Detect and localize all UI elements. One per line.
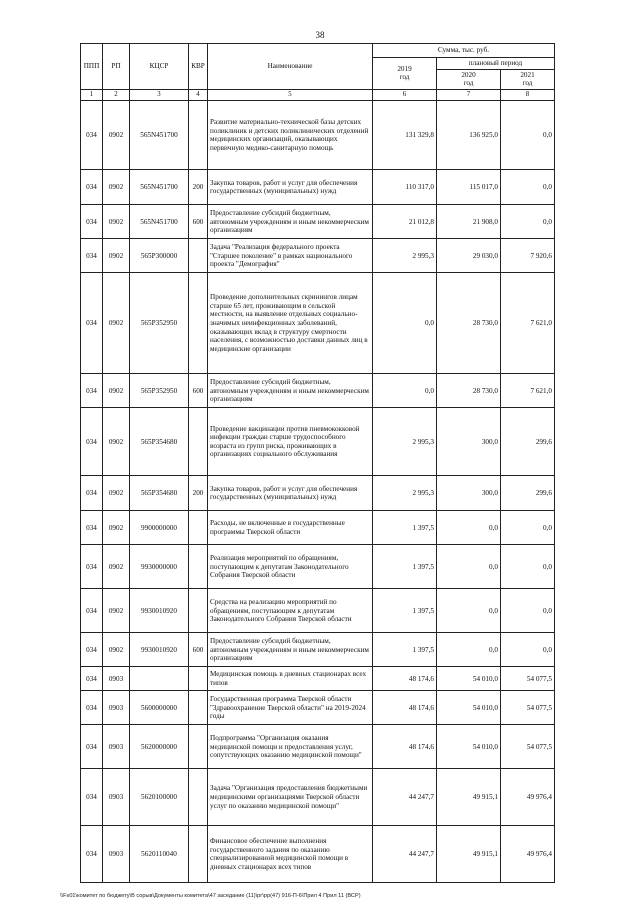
column-number: 6: [373, 89, 437, 101]
header-kcsr: КЦСР: [130, 44, 189, 90]
cell-kvr: 600: [189, 374, 208, 408]
column-number: 1: [81, 89, 103, 101]
cell-rp: 0903: [103, 691, 130, 725]
cell-2019: 131 329,8: [373, 101, 437, 170]
cell-kvr: 600: [189, 205, 208, 239]
cell-2019: 2 995,3: [373, 239, 437, 273]
cell-kvr: [189, 511, 208, 545]
cell-kcsr: 565N451700: [130, 170, 189, 205]
cell-2020: 0,0: [437, 633, 501, 667]
cell-ppp: 034: [81, 408, 103, 476]
column-numbers-row: [81, 89, 555, 101]
column-number: 3: [130, 89, 189, 101]
table-row: [81, 476, 555, 511]
cell-2019: 48 174,6: [373, 691, 437, 725]
column-number: 7: [437, 89, 501, 101]
header-year-2021: 2021 год: [501, 69, 555, 89]
budget-table: [80, 43, 555, 883]
table-row: [81, 273, 555, 374]
cell-2019: 0,0: [373, 273, 437, 374]
table-row: [81, 589, 555, 633]
table-row: [81, 374, 555, 408]
table-row: [81, 205, 555, 239]
cell-rp: 0902: [103, 239, 130, 273]
header-kvr: КВР: [189, 44, 208, 90]
cell-name: Предоставление субсидий бюджетным, автономным учреждениям и иным некоммерческим организациям: [208, 205, 373, 239]
cell-2020: 115 017,0: [437, 170, 501, 205]
cell-2019: 0,0: [373, 374, 437, 408]
cell-kcsr: 565P354680: [130, 476, 189, 511]
cell-2020: 21 908,0: [437, 205, 501, 239]
cell-rp: 0902: [103, 476, 130, 511]
header-ppp: ППП: [81, 44, 103, 90]
cell-2021: 54 077,5: [501, 667, 555, 691]
table-row: [81, 769, 555, 826]
column-number: 2: [103, 89, 130, 101]
cell-2021: 0,0: [501, 589, 555, 633]
cell-name: Финансовое обеспечение выполнения государственного задания по оказанию специализированной медицинской помощи в дневных стационарах всех типов: [208, 826, 373, 883]
cell-2019: 1 397,5: [373, 633, 437, 667]
cell-2021: 7 621,0: [501, 374, 555, 408]
cell-2020: 49 915,1: [437, 769, 501, 826]
cell-kvr: 600: [189, 633, 208, 667]
cell-2020: 136 925,0: [437, 101, 501, 170]
cell-2021: 299,6: [501, 408, 555, 476]
cell-2019: 1 397,5: [373, 589, 437, 633]
cell-ppp: 034: [81, 769, 103, 826]
header-name: Наименование: [208, 44, 373, 90]
cell-kcsr: 565P352950: [130, 273, 189, 374]
cell-2021: 49 976,4: [501, 769, 555, 826]
header-planned-period: плановый период: [437, 58, 555, 70]
cell-name: Подпрограмма "Организация оказания медицинской помощи и предоставления услуг, сопутствующих оказанию медицинской помощи": [208, 725, 373, 769]
cell-2019: 44 247,7: [373, 826, 437, 883]
cell-ppp: 034: [81, 589, 103, 633]
cell-name: Проведение вакцинации против пневмококковой инфекции граждан старше трудоспособного возраста из групп риска, проживающих в организациях социального обслуживания: [208, 408, 373, 476]
cell-kcsr: 5620000000: [130, 725, 189, 769]
cell-ppp: 034: [81, 511, 103, 545]
cell-2020: 0,0: [437, 545, 501, 589]
cell-2021: 0,0: [501, 205, 555, 239]
cell-rp: 0902: [103, 101, 130, 170]
header-rp: РП: [103, 44, 130, 90]
table-row: [81, 667, 555, 691]
cell-2019: 110 317,0: [373, 170, 437, 205]
cell-kcsr: 5620110040: [130, 826, 189, 883]
cell-2021: 0,0: [501, 101, 555, 170]
table-row: [81, 826, 555, 883]
cell-kcsr: 565P354680: [130, 408, 189, 476]
cell-2019: 1 397,5: [373, 511, 437, 545]
table-row: [81, 511, 555, 545]
cell-rp: 0902: [103, 205, 130, 239]
cell-ppp: 034: [81, 239, 103, 273]
cell-kvr: 200: [189, 476, 208, 511]
cell-2020: 54 010,0: [437, 667, 501, 691]
cell-2021: 299,6: [501, 476, 555, 511]
cell-kvr: [189, 691, 208, 725]
cell-2021: 0,0: [501, 511, 555, 545]
cell-kvr: [189, 589, 208, 633]
table-row: [81, 408, 555, 476]
cell-kvr: [189, 826, 208, 883]
page-number: 38: [315, 30, 325, 40]
table-row: [81, 725, 555, 769]
cell-2021: 0,0: [501, 545, 555, 589]
cell-2019: 48 174,6: [373, 667, 437, 691]
table-header: [81, 44, 555, 101]
cell-ppp: 034: [81, 101, 103, 170]
cell-kcsr: 9900000000: [130, 511, 189, 545]
cell-name: Государственная программа Тверской области "Здравоохранение Тверской области" на 2019-2024 годы: [208, 691, 373, 725]
cell-ppp: 034: [81, 545, 103, 589]
cell-kvr: [189, 273, 208, 374]
cell-2020: 49 915,1: [437, 826, 501, 883]
cell-kcsr: 565N451700: [130, 101, 189, 170]
cell-kvr: [189, 101, 208, 170]
cell-rp: 0903: [103, 667, 130, 691]
cell-2020: 54 010,0: [437, 691, 501, 725]
cell-rp: 0902: [103, 589, 130, 633]
cell-ppp: 034: [81, 667, 103, 691]
cell-2021: 7 920,6: [501, 239, 555, 273]
cell-kcsr: 565P352950: [130, 374, 189, 408]
cell-ppp: 034: [81, 170, 103, 205]
cell-rp: 0903: [103, 769, 130, 826]
cell-name: Закупка товаров, работ и услуг для обеспечения государственных (муниципальных) нужд: [208, 476, 373, 511]
cell-kvr: [189, 769, 208, 826]
cell-name: Предоставление субсидий бюджетным, автономным учреждениям и иным некоммерческим организациям: [208, 374, 373, 408]
cell-name: Задача "Реализация федерального проекта "Старшее поколение" в рамках национального проекта "Демография": [208, 239, 373, 273]
table-row: [81, 101, 555, 170]
cell-2019: 44 247,7: [373, 769, 437, 826]
cell-name: Реализация мероприятий по обращениям, поступающим к депутатам Законодательного Собрания Тверской области: [208, 545, 373, 589]
cell-kvr: [189, 239, 208, 273]
column-number: 8: [501, 89, 555, 101]
cell-kcsr: 9930010920: [130, 589, 189, 633]
cell-2021: 54 077,5: [501, 691, 555, 725]
cell-2019: 21 012,8: [373, 205, 437, 239]
cell-kcsr: 565P300000: [130, 239, 189, 273]
cell-kcsr: 565N451700: [130, 205, 189, 239]
table-row: [81, 545, 555, 589]
column-number: 5: [208, 89, 373, 101]
table-body: [81, 101, 555, 883]
cell-name: Проведение дополнительных скринингов лицам старше 65 лет, проживающим в сельской местности, на выявление отдельных социально-значимых неинфекционных заболеваний, оказывающих вклад в структуру смертности населения, с возможностью доставки данных лиц в медицинские организации: [208, 273, 373, 374]
cell-rp: 0902: [103, 273, 130, 374]
header-sum-title: Сумма, тыс. руб.: [373, 44, 555, 58]
cell-2020: 54 010,0: [437, 725, 501, 769]
column-number: 4: [189, 89, 208, 101]
cell-name: Задача "Организация предоставления бюджетными медицинскими организациями Тверской области услуг по оказанию медицинской помощи": [208, 769, 373, 826]
table-row: [81, 239, 555, 273]
cell-kcsr: 5600000000: [130, 691, 189, 725]
cell-2020: 28 730,0: [437, 273, 501, 374]
cell-rp: 0903: [103, 826, 130, 883]
cell-rp: 0902: [103, 545, 130, 589]
cell-ppp: 034: [81, 374, 103, 408]
table-row: [81, 691, 555, 725]
cell-2019: 1 397,5: [373, 545, 437, 589]
cell-2021: 0,0: [501, 633, 555, 667]
cell-2021: 7 621,0: [501, 273, 555, 374]
cell-ppp: 034: [81, 476, 103, 511]
cell-ppp: 034: [81, 691, 103, 725]
cell-2020: 300,0: [437, 476, 501, 511]
cell-name: Закупка товаров, работ и услуг для обеспечения государственных (муниципальных) нужд: [208, 170, 373, 205]
cell-2020: 300,0: [437, 408, 501, 476]
cell-name: Развитие материально-технической базы детских поликлиник и детских поликлинических отделений медицинских организаций, оказывающих первичную медико-санитарную помощь: [208, 101, 373, 170]
cell-rp: 0902: [103, 170, 130, 205]
cell-2019: 2 995,3: [373, 476, 437, 511]
cell-kcsr: 9930010920: [130, 633, 189, 667]
cell-ppp: 034: [81, 273, 103, 374]
cell-rp: 0902: [103, 408, 130, 476]
cell-2020: 28 730,0: [437, 374, 501, 408]
cell-name: Предоставление субсидий бюджетным, автономным учреждениям и иным некоммерческим организациям: [208, 633, 373, 667]
cell-ppp: 034: [81, 633, 103, 667]
cell-rp: 0902: [103, 511, 130, 545]
table-row: [81, 633, 555, 667]
cell-2021: 49 976,4: [501, 826, 555, 883]
cell-kvr: [189, 408, 208, 476]
cell-ppp: 034: [81, 826, 103, 883]
cell-2020: 0,0: [437, 589, 501, 633]
header-year-2019: 2019 год: [373, 58, 437, 90]
cell-name: Медицинская помощь в дневных стационарах всех типов: [208, 667, 373, 691]
header-year-2020: 2020 год: [437, 69, 501, 89]
cell-2021: 54 077,5: [501, 725, 555, 769]
cell-2021: 0,0: [501, 170, 555, 205]
footer-file-path: \\Fs01\комитет по бюджету\В сорыв\Документы комитета\47 заседание (11)\рг\рр(47) 916-П-6\Прил 4 Прил 11 (ВСР): [60, 893, 361, 899]
cell-name: Расходы, не включенные в государственные программы Тверской области: [208, 511, 373, 545]
cell-2020: 0,0: [437, 511, 501, 545]
cell-kvr: 200: [189, 170, 208, 205]
cell-ppp: 034: [81, 725, 103, 769]
cell-ppp: 034: [81, 205, 103, 239]
cell-kvr: [189, 725, 208, 769]
table-row: [81, 170, 555, 205]
cell-rp: 0902: [103, 374, 130, 408]
cell-name: Средства на реализацию мероприятий по обращениям, поступающим к депутатам Законодательного Собрания Тверской области: [208, 589, 373, 633]
cell-kvr: [189, 667, 208, 691]
cell-2020: 29 030,0: [437, 239, 501, 273]
cell-kcsr: 5620100000: [130, 769, 189, 826]
cell-rp: 0903: [103, 725, 130, 769]
cell-2019: 48 174,6: [373, 725, 437, 769]
cell-kcsr: 9930000000: [130, 545, 189, 589]
cell-2019: 2 995,3: [373, 408, 437, 476]
cell-kcsr: [130, 667, 189, 691]
cell-rp: 0902: [103, 633, 130, 667]
cell-kvr: [189, 545, 208, 589]
